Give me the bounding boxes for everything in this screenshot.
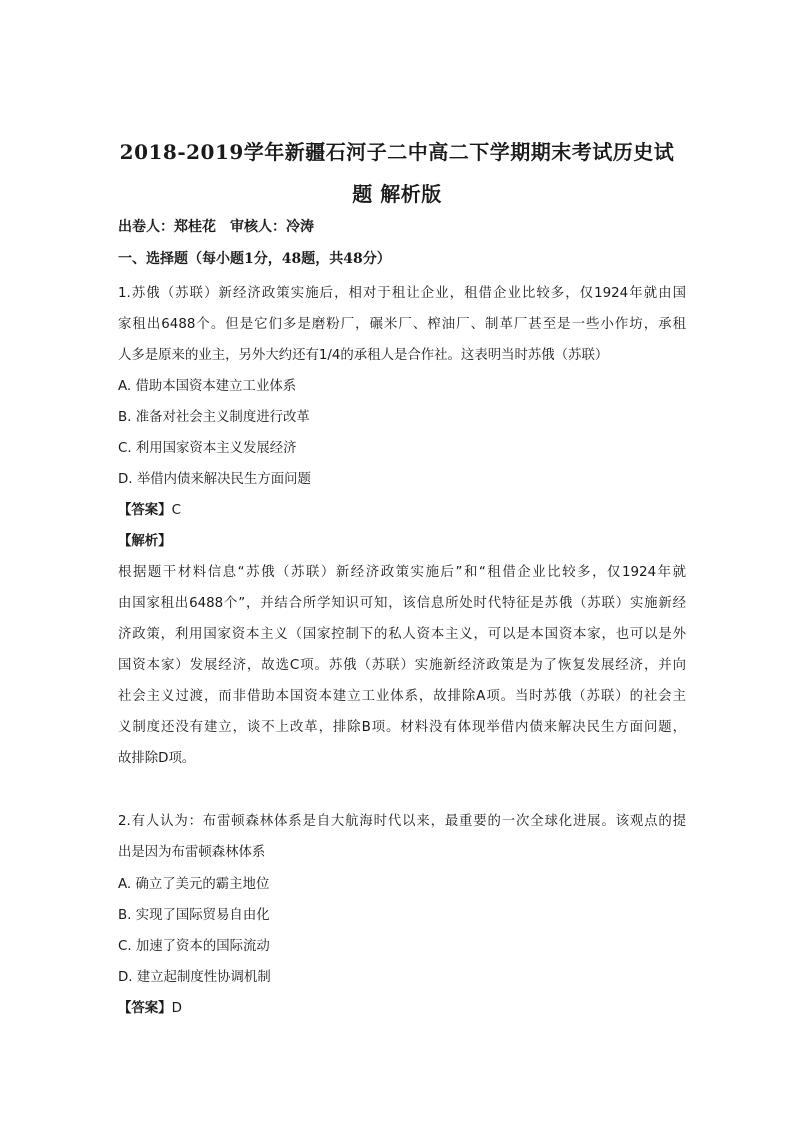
q1-analysis-line: 故排除D项。 [118, 751, 196, 766]
answer-tag: 【答案】 [118, 1001, 172, 1016]
doc-title-line-1: 2018-2019学年新疆石河子二中高二下学期期末考试历史试 [119, 140, 675, 164]
doc-title-line-2: 题 解析版 [352, 182, 442, 206]
q1-stem-line: 人多是原来的业主，另外大约还有1/4的承租人是合作社。这表明当时苏俄（苏联） [118, 348, 609, 363]
answer-value: D [171, 1001, 182, 1016]
q1-analysis-line: 国资本家）发展经济，故选C项。苏俄（苏联）实施新经济政策是为了恢复发展经济，并向 [118, 658, 686, 673]
q1-answer [118, 499, 686, 518]
q1-option-a: A. 借助本国资本建立工业体系 [118, 379, 297, 394]
answer-value: C [171, 503, 181, 518]
q2-option-b: B. 实现了国际贸易自由化 [118, 908, 270, 923]
q1-analysis-line: 义制度还没有建立，谈不上改革，排除B项。材料没有体现举借内债来解决民生方面问题， [118, 720, 686, 735]
q2-option-c: C. 加速了资本的国际流动 [118, 939, 270, 954]
q2-option-a: A. 确立了美元的霸主地位 [118, 877, 270, 892]
q1-analysis-line: 社会主义过渡，而非借助本国资本建立工业体系，故排除A项。当时苏俄（苏联）的社会主 [118, 689, 686, 704]
section-heading: 一、选择题（每小题1分，48题，共48分） [118, 251, 391, 267]
q1-analysis-line: 济政策，利用国家资本主义（国家控制下的私人资本主义，可以是本国资本家，也可以是外 [118, 627, 686, 642]
q1-option-c: C. 利用国家资本主义发展经济 [118, 441, 297, 456]
q1-option-d: D. 举借内债来解决民生方面问题 [118, 472, 311, 487]
q1-analysis-line: 由国家租出6488个”，并结合所学知识可知，该信息所处时代特征是苏俄（苏联）实施新经 [118, 596, 686, 611]
q2-answer [118, 997, 686, 1016]
q1-analysis-line: 根据题干材料信息“苏俄（苏联）新经济政策实施后”和“租借企业比较多，仅1924年就 [118, 565, 686, 580]
q1-option-b: B. 准备对社会主义制度进行改革 [118, 410, 310, 425]
q2-option-d: D. 建立起制度性协调机制 [118, 970, 271, 985]
q1-analysis-heading [118, 530, 686, 549]
q1-stem-line: 1.苏俄（苏联）新经济政策实施后，相对于租让企业，租借企业比较多，仅1924年就由国 [118, 286, 686, 301]
answer-tag: 【答案】 [118, 503, 172, 518]
q1-stem-line: 家租出6488个。但是它们多是磨粉厂，碾米厂、榨油厂、制革厂甚至是一些小作坊，承租 [118, 317, 686, 332]
authors-line: 出卷人：郑桂花 审核人：冷涛 [118, 219, 314, 235]
q2-stem-line: 出是因为布雷顿森林体系 [118, 845, 266, 860]
q2-stem-line: 2.有人认为：布雷顿森林体系是自大航海时代以来，最重要的一次全球化进展。该观点的提 [118, 814, 686, 829]
analysis-tag: 【解析】 [118, 534, 172, 549]
